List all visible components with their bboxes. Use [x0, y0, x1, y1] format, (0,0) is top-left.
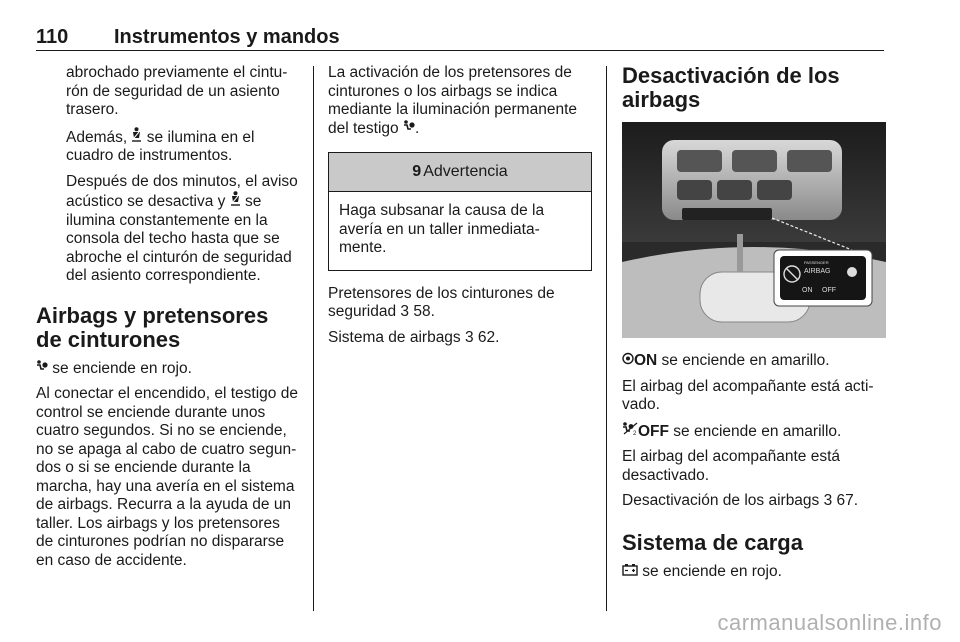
warning-body: Haga subsanar la causa de la avería en un taller inmediata-mente.	[339, 202, 545, 256]
photo-label-top: PASSENGER	[804, 260, 829, 265]
paragraph: Pretensores de los cinturones de seguridad 3 58.	[328, 284, 555, 320]
seatbelt-icon	[131, 127, 142, 148]
paragraph: El airbag del acompañante está desactivado.	[622, 448, 841, 484]
warning-header	[329, 153, 591, 192]
column-left	[36, 64, 300, 577]
photo-label-off: OFF	[822, 287, 836, 294]
section-heading: Desactivación de los airbags	[622, 63, 840, 112]
warning-box	[328, 152, 592, 271]
airbag-off-icon	[622, 422, 638, 442]
paragraph: ON se enciende en amarillo.	[622, 352, 886, 371]
column-divider	[606, 66, 607, 611]
airbag-warning-icon	[36, 360, 48, 379]
seatbelt-icon	[230, 191, 241, 212]
page-ref-arrow-icon: 3	[465, 328, 474, 346]
page-title: Instrumentos y mandos	[114, 26, 340, 48]
airbag-on-icon	[622, 352, 634, 371]
section-heading: Sistema de carga	[622, 529, 803, 555]
page-number: 110	[36, 26, 69, 48]
page-header	[36, 26, 884, 51]
photo-label-on: ON	[802, 287, 813, 294]
warning-title: Advertencia	[423, 162, 508, 180]
paragraph: 2 OFF se enciende en amarillo.	[622, 422, 886, 442]
paragraph: Después de dos minutos, el aviso acústico se desactiva y se ilumina constantemente en la consola del techo hasta que se abroche el cinturón de seguridad del asiento correspondiente.	[66, 172, 298, 284]
page-ref-arrow-icon: 3	[400, 303, 410, 320]
indented-block	[36, 64, 300, 286]
warning-icon: 9	[412, 162, 422, 180]
battery-icon	[622, 563, 638, 582]
column-middle	[328, 64, 592, 354]
svg-text:2: 2	[633, 430, 637, 436]
column-right	[622, 64, 886, 588]
watermark: carmanualsonline.info	[717, 610, 942, 635]
paragraph: Además, se ilumina en el cuadro de instrumentos.	[66, 128, 255, 164]
paragraph: Al conectar el encendido, el testigo de control se enciende durante unos cuatro segundos. Si no se enciende, no se apaga al cabo de cuatro segun-dos o si se enciende durante la marcha, hay una avería en el sistema de airbags. Recurra a la ayuda de un taller. Los airbags y los pretensores de cinturones podrían no dispararse en caso de accidente.	[36, 385, 298, 569]
paragraph: abrochado previamente el cintu-rón de seguridad de un asiento trasero.	[66, 64, 288, 118]
paragraph: se enciende en rojo.	[36, 360, 300, 379]
airbag-warning-icon	[403, 120, 415, 139]
photo-label-main: AIRBAG	[804, 268, 831, 275]
overhead-console-photo	[622, 122, 886, 338]
paragraph: Desactivación de los airbags 3 67.	[622, 492, 859, 509]
paragraph: El airbag del acompañante está acti-vado.	[622, 377, 874, 413]
section-heading: Airbags y pretensores de cinturones	[36, 302, 269, 352]
paragraph: Sistema de airbags 3 62.	[328, 328, 500, 346]
column-divider	[313, 66, 314, 611]
page-ref-arrow-icon: 3	[823, 492, 833, 509]
paragraph: se enciende en rojo.	[622, 563, 886, 582]
paragraph: La activación de los pretensores de cinturones o los airbags se indica mediante la iluminación permanente del testigo .	[328, 64, 578, 137]
